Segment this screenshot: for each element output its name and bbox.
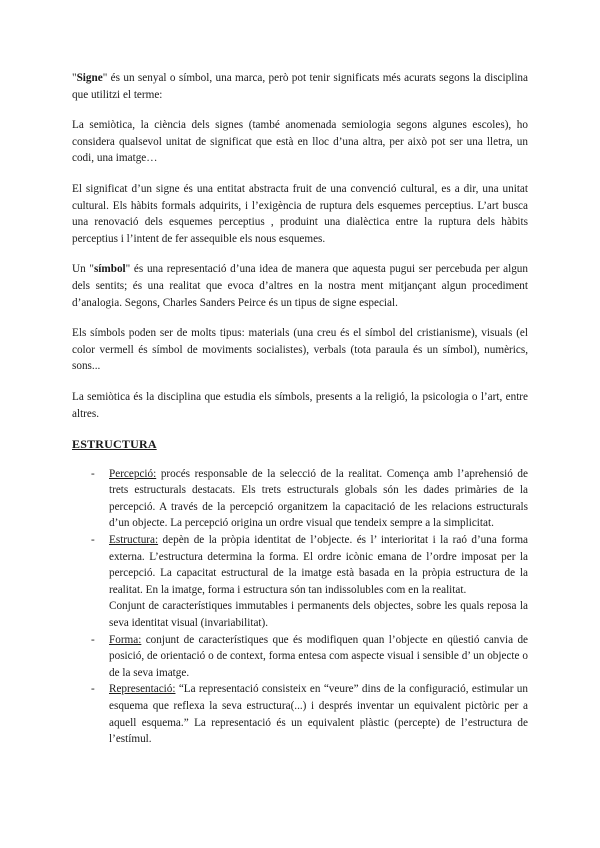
definition-list bbox=[72, 466, 528, 748]
bold-term: Signe bbox=[76, 72, 103, 84]
term-label: Forma: bbox=[109, 633, 142, 646]
paragraph-text: La semiòtica és la disciplina que estudia els símbols, presents a la religió, la psicologia o l’art, entre altres. bbox=[72, 390, 528, 420]
bold-term: símbol bbox=[93, 263, 126, 276]
quote-mark: " bbox=[72, 72, 77, 84]
item-text: conjunt de característiques que és modifiquen quan l’objecte en qüestió canvia de posició, de orientació o de context, forma entesa com aspecte visual i sensible d’ un objecte o de la seva imatge. bbox=[109, 633, 528, 679]
list-item-representacio bbox=[72, 681, 528, 747]
quote-mark: " bbox=[102, 72, 108, 84]
term-label: Estructura: bbox=[109, 534, 159, 547]
term-label: Representació: bbox=[109, 683, 176, 696]
dash-bullet: - bbox=[91, 633, 95, 646]
item-extra-text: Conjunt de característiques immutables i permanents dels objectes, sobre les quals reposa la seva identitat visual (invariabilitat). bbox=[109, 600, 528, 630]
paragraph-text: La semiòtica, la ciència dels signes (també anomenada semiologia segons algunes escoles), ho considera qualsevol unitat de significat que està en lloc d’una altra, per això pot ser una lletra, un codi, una imatge… bbox=[72, 119, 528, 165]
list-item-estructura bbox=[72, 532, 528, 632]
quote-mark: Un " bbox=[72, 263, 94, 276]
dash-bullet: - bbox=[91, 683, 95, 696]
paragraph-text: Els símbols poden ser de molts tipus: materials (una creu és el símbol del cristianisme), visuals (el color vermell és símbol de moviments socialistes), verbals (tota paraula és un símbol), numèrics, sons... bbox=[72, 327, 528, 373]
item-text: procés responsable de la selecció de la realitat. Comença amb l’aprehensió de trets estructurals destacats. Els trets estructurals globals són les dades primàries de la percepció. A través de la percepció organitzem la capacitació de les relacions estructurals d’un objecte. La percepció origina un ordre visual que tendeix sempre a la simplicitat. bbox=[109, 467, 528, 530]
dash-bullet: - bbox=[91, 467, 95, 480]
item-text: “La representació consisteix en “veure” dins de la configuració, estimular un esquema que reflexa la seva estructura(...) i després inventar un equivalent pictòric per a aquell esquema.” La representació és un equivalent plàstic (percepte) de l’estructura de l’estímul. bbox=[109, 683, 528, 746]
paragraph-disciplina bbox=[72, 389, 528, 422]
paragraph-semiotica bbox=[72, 117, 528, 167]
paragraph-significat bbox=[72, 181, 528, 247]
paragraph-text: és una representació d’una idea de manera que aquesta pugui ser percebuda per algun dels sentits; és una realitat que evoca d’altres en la nostra ment mitjançant algun procediment d’analogia. Segons, Charles Sanders Peirce és un tipus de signe especial. bbox=[72, 263, 528, 309]
paragraph-text: és un senyal o símbol, una marca, però pot tenir significats més acurats segons la disciplina que utilitzi el terme: bbox=[72, 72, 528, 101]
list-item-percepcio bbox=[72, 466, 528, 532]
item-text: depèn de la pròpia identitat de l’objecte. és l’ interioritat i la raó d’una forma externa. L’estructura determina la forma. El ordre icònic emana de l’ordre imposat per la percepció. La capacitat estructural de la imatge està basada en la pròpia estructura de la realitat. En la imatge, forma i estructura són tan indissolubles com en la realitat. bbox=[109, 534, 528, 596]
quote-mark: " bbox=[125, 263, 131, 276]
paragraph-signe bbox=[72, 70, 528, 103]
dash-bullet: - bbox=[91, 534, 95, 547]
section-heading: ESTRUCTURA bbox=[72, 437, 157, 452]
paragraph-simbol bbox=[72, 261, 528, 311]
term-label: Percepció: bbox=[109, 467, 157, 480]
list-item-forma bbox=[72, 632, 528, 682]
paragraph-text: El significat d’un signe és una entitat abstracta fruit de una convenció cultural, es a dir, una unitat cultural. Els hàbits formals adquirits, i l’exigència de ruptura dels esquemes perceptius. L’art busca una renovació dels esquemes perceptius , produint una dialèctica entre la ruptura dels hàbits perceptius i l’intent de fer assequible els nous esquemes. bbox=[72, 182, 528, 245]
paragraph-tipus bbox=[72, 325, 528, 375]
